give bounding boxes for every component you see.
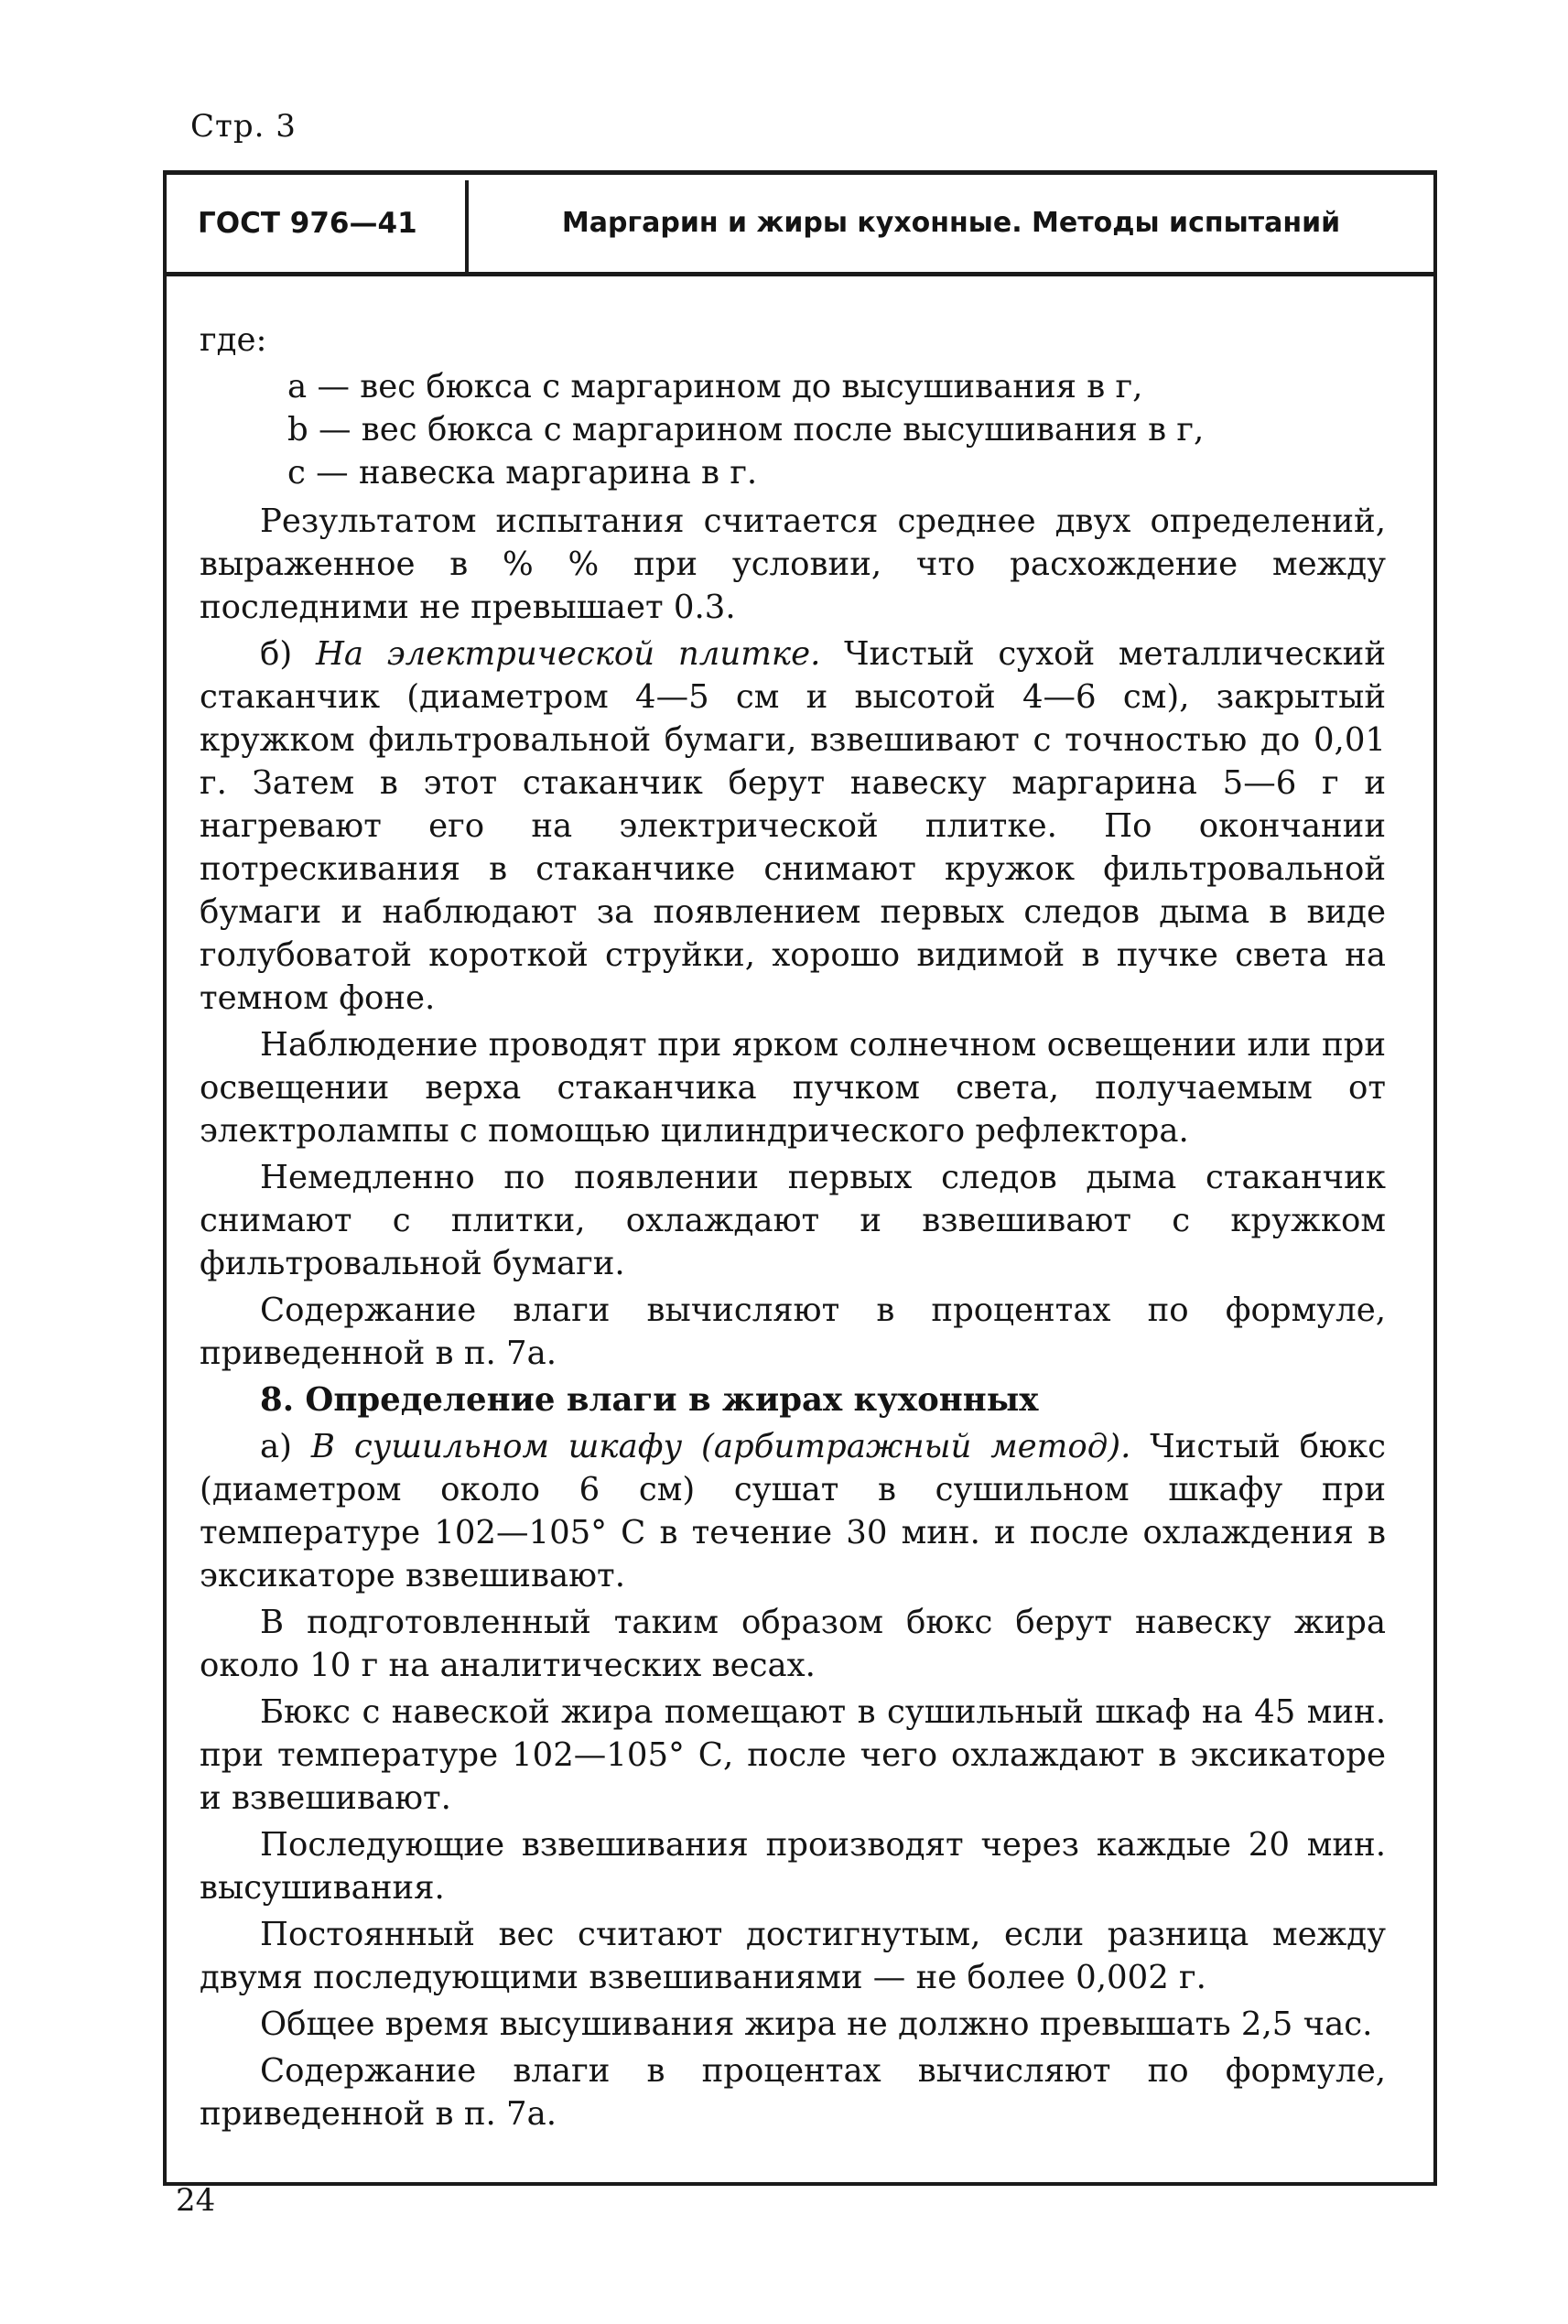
document-title: Маргарин и жиры кухонные. Методы испытаний [561,207,1341,239]
standard-code: ГОСТ 976—41 [198,207,417,240]
definitions-list [287,365,1386,494]
paragraph-moisture-calc-1: Содержание влаги вычисляют в процентах по формуле, приведенной в п. 7а. [200,1292,1386,1372]
section-8-heading: 8. Определение влаги в жирах кухонных [260,1381,1039,1419]
item-a-title: В сушильном шкафу (арбитражный метод). [310,1428,1131,1465]
item-a-text: Чистый бюкс (диаметром около 6 см) сушат в сушильном шкафу при температуре 102—105° С в течение 30 мин. и после охлаждения в эксикаторе взвешивают. [200,1428,1386,1594]
body-text [200,319,1386,2139]
paragraph-subsequent: Последующие взвешивания производят через каждые 20 мин. высушивания. [200,1826,1386,1907]
item-b-text: Чистый сухой металлический стаканчик (диаметром 4—5 см и высотой 4—6 см), закрытый кружком фильтровальной бумаги, взвешивают с точностью до 0,01 г. Затем в этот стаканчик берут навеску маргарина 5—6 г и нагревают его на электрической плитке. По окончании потрескивания в стаканчике снимают кружок фильтровальной бумаги и наблюдают за появлением первых следов дыма в виде голубоватой короткой струйки, хорошо видимой в пучке света на темном фоне. [200,635,1386,1017]
paragraph-moisture-calc-2: Содержание влаги в процентах вычисляют по формуле, приведенной в п. 7а. [200,2052,1386,2133]
item-b-title: На электрической плитке. [315,635,821,673]
paragraph-electric-plate [200,632,1386,1020]
paragraph-result: Результатом испытания считается среднее двух определений, выраженное в % % при условии, что расхождение между последними не превышает 0.3. [200,503,1386,626]
definition-b: b — вес бюкса с маргарином после высушивания в г, [287,411,1205,449]
paragraph-total-time: Общее время высушивания жира не должно превышать 2,5 час. [260,2005,1373,2043]
definition-c: c — навеска маргарина в г. [287,454,758,492]
paragraph-drying-cabinet [200,1425,1386,1597]
page-label: Стр. 3 [190,108,297,145]
paragraph-bux: Бюкс с навеской жира помещают в сушильный шкаф на 45 мин. при температуре 102—105° С, после чего охлаждают в эксикаторе и взвешивают. [200,1693,1386,1817]
document-header [163,170,1433,276]
paragraph-prepared: В подготовленный таким образом бюкс берут навеску жира около 10 г на аналитических весах. [200,1604,1386,1684]
paragraph-constant-weight: Постоянный вес считают достигнутым, если разница между двумя последующими взвешиваниями — не более 0,002 г. [200,1916,1386,1996]
item-b-label: б) [260,635,316,673]
paragraph-immediately: Немедленно по появлении первых следов дыма стаканчик снимают с плитки, охлаждают и взвешивают с кружком фильтровальной бумаги. [200,1159,1386,1282]
page-number: 24 [176,2182,216,2219]
definition-a: a — вес бюкса с маргарином до высушивания в г, [287,368,1143,405]
paragraph-observation: Наблюдение проводят при ярком солнечном освещении или при освещении верха стаканчика пучком света, получаемым от электролампы с помощью цилиндрического рефлектора. [200,1026,1386,1150]
where-label: где: [200,321,267,359]
item-a-label: а) [260,1428,311,1465]
